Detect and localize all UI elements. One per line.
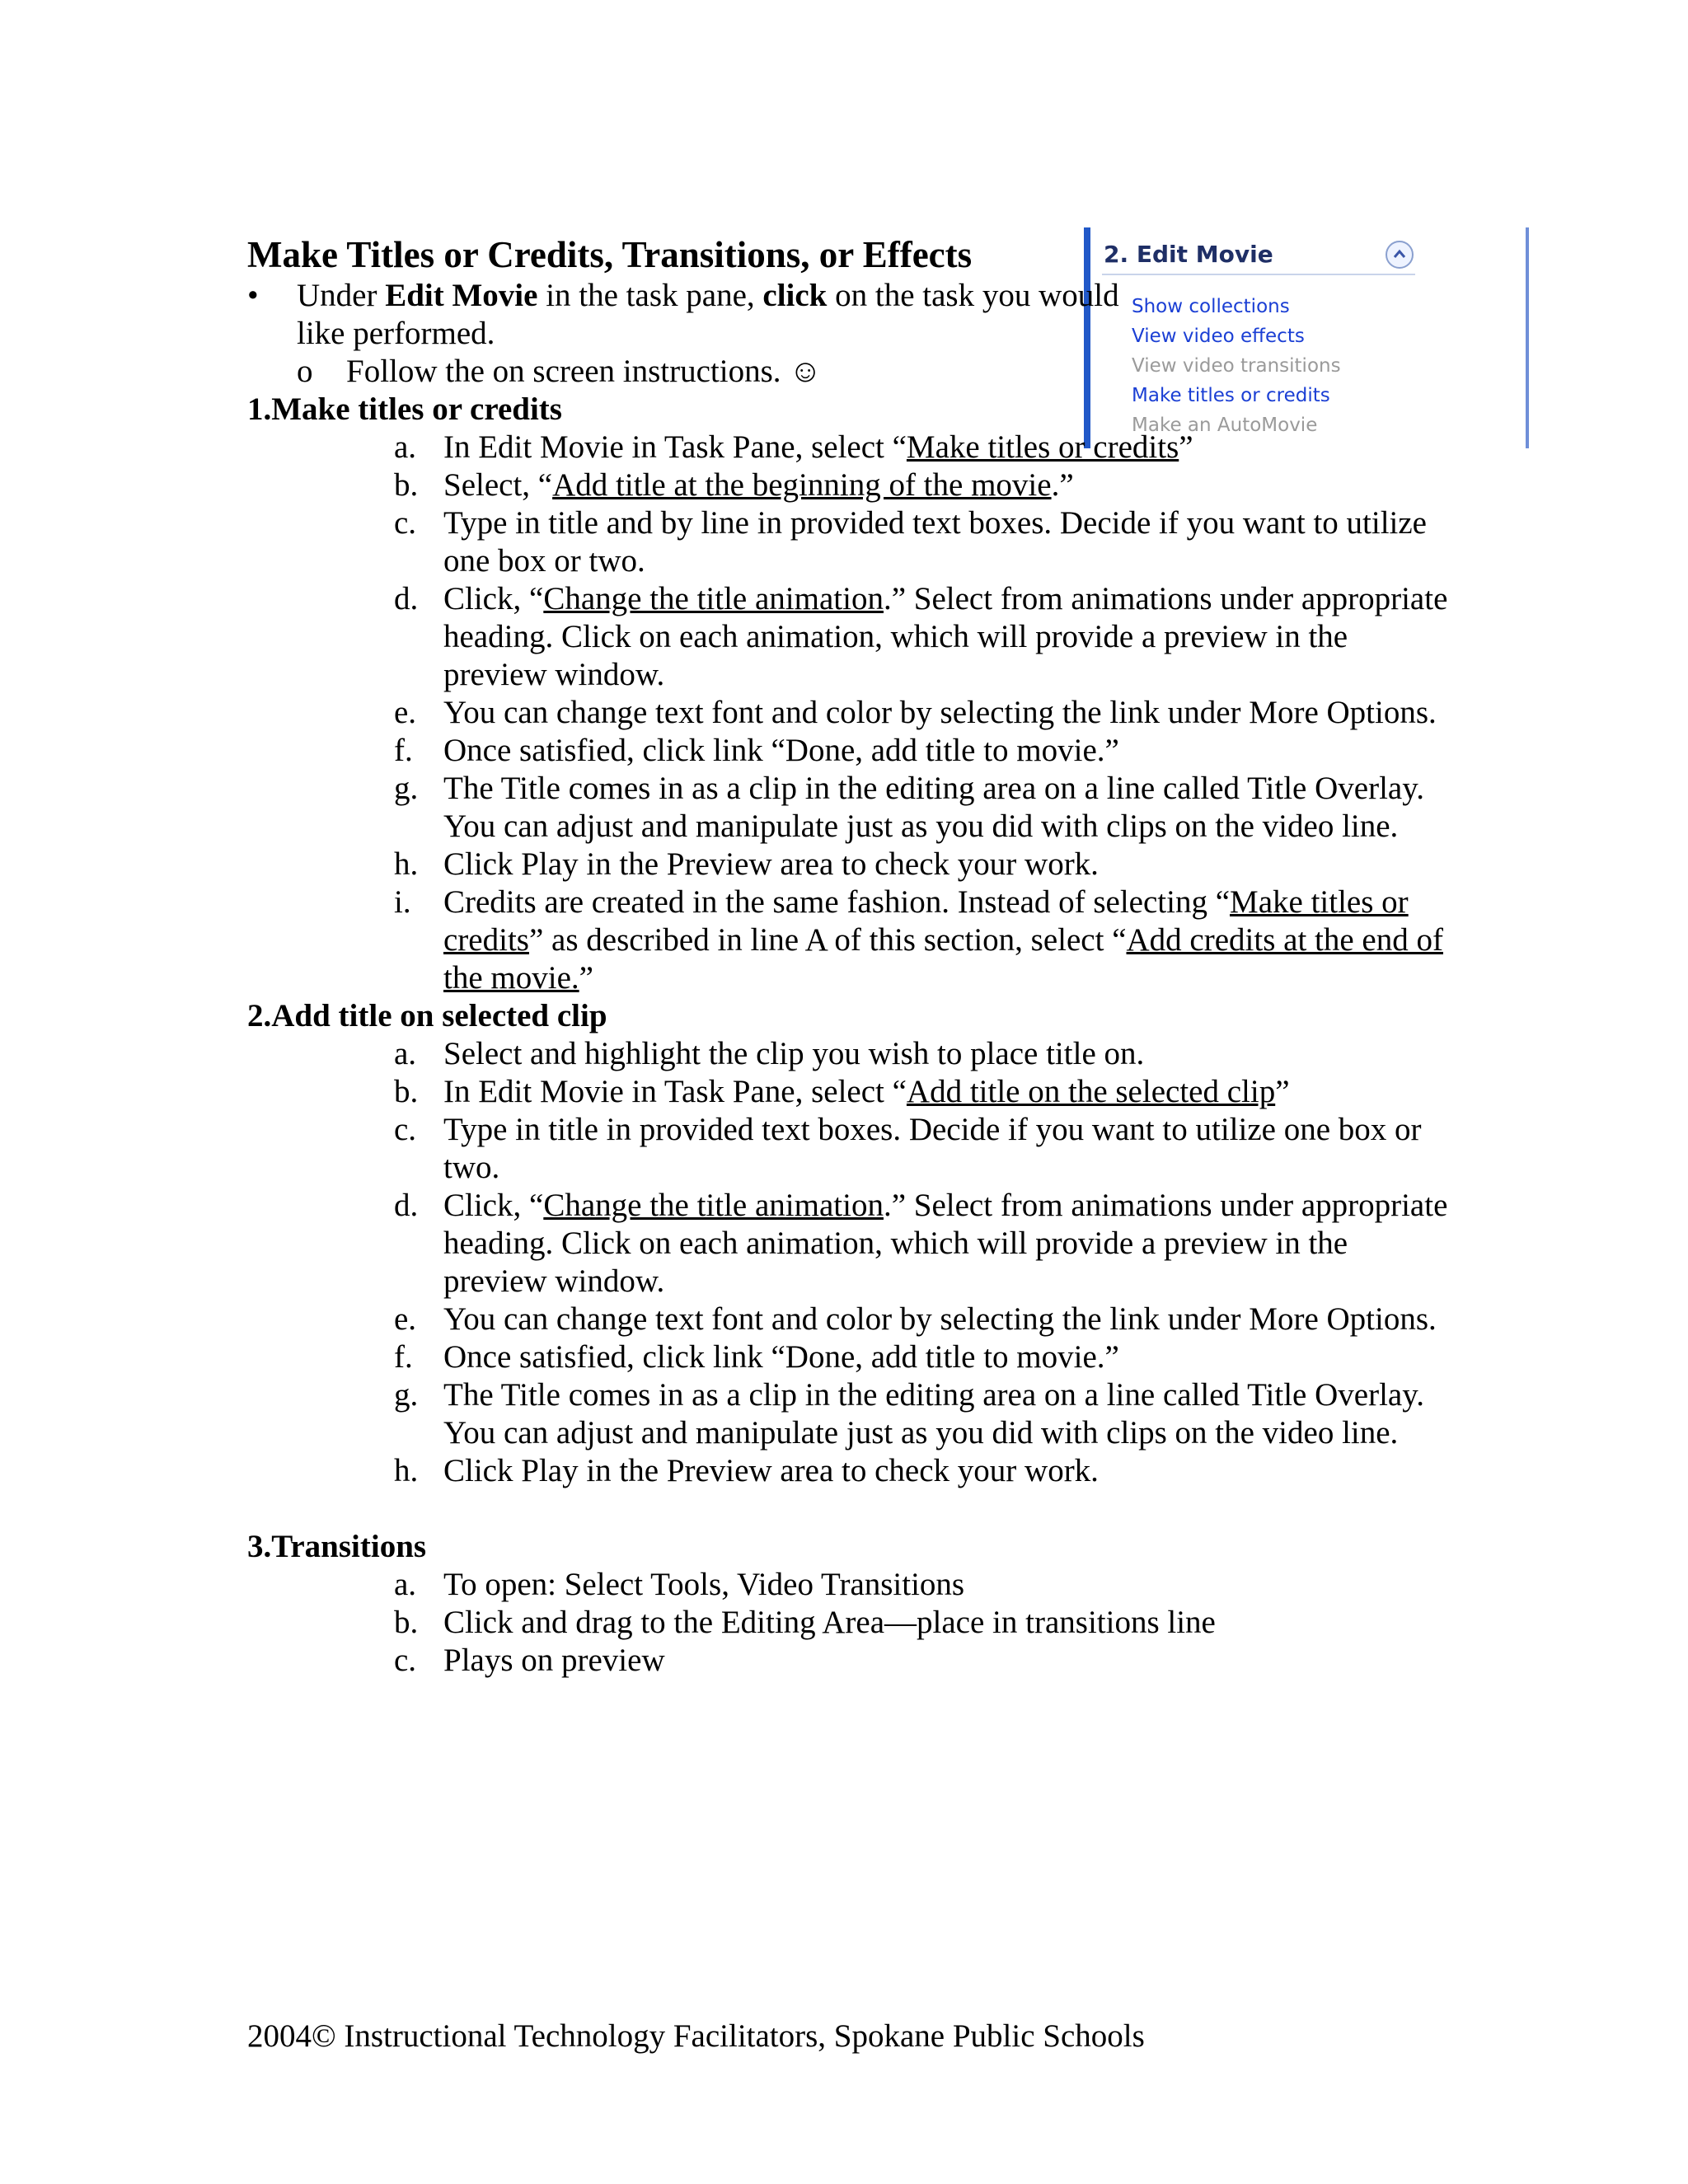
s2-d-end: .” Select from animations under appropriate heading. Click on each animation, which will provide a preview in the preview window. <box>443 1188 1448 1299</box>
s2-a-text: Select and highlight the clip you wish to place title on. <box>443 1036 1145 1071</box>
s3-step-b <box>247 1604 1451 1642</box>
step-letter: g. <box>394 771 419 806</box>
section-3-steps <box>247 1566 1451 1680</box>
s2-step-d <box>247 1187 1451 1301</box>
task-view-video-transitions: View video transitions <box>1132 355 1341 377</box>
s1-i-text: Credits are created in the same fashion. Instead of selecting “ <box>443 884 1231 920</box>
s2-h-text: Click Play in the Preview area to check your work. <box>443 1453 1099 1488</box>
s1-a-link: Make titles or credits <box>906 429 1179 465</box>
s1-e-text: You can change text font and color by selecting the link under More Options. <box>443 695 1437 730</box>
intro-text-1: Under <box>297 278 386 313</box>
task-make-an-automovie: Make an AutoMovie <box>1132 415 1318 436</box>
section-2-heading: 2.Add title on selected clip <box>247 998 607 1033</box>
s1-d-end: .” Select from animations under appropriate heading. Click on each animation, which will provide a preview in the preview window. <box>443 581 1448 692</box>
step-letter: b. <box>394 1605 419 1640</box>
intro-bold-click: click <box>762 278 828 313</box>
intro-sub-text: Follow the on screen instructions. ☺ <box>346 354 823 389</box>
task-pane-header-label: 2. Edit Movie <box>1104 241 1273 268</box>
s1-d-link: Change the title animation <box>543 581 884 616</box>
step-letter: f. <box>394 733 413 768</box>
intro-sub-bullet <box>247 353 1451 391</box>
s1-i-link-1: Make titles or credits <box>443 884 1409 958</box>
section-1-heading: 1.Make titles or credits <box>247 391 562 427</box>
s2-step-f <box>247 1338 1451 1376</box>
s1-step-g <box>247 770 1451 846</box>
s1-step-c <box>247 504 1451 580</box>
s2-b-end: ” <box>1275 1074 1290 1109</box>
s3-c-text: Plays on preview <box>443 1643 665 1678</box>
intro-bullet <box>247 277 1121 353</box>
step-letter: f. <box>394 1339 413 1375</box>
s2-step-h <box>247 1452 1451 1490</box>
s1-a-text: In Edit Movie in Task Pane, select “ <box>443 429 907 465</box>
intro-text-2: in the task pane, <box>537 278 763 313</box>
step-letter: c. <box>394 1643 417 1678</box>
s2-b-text: In Edit Movie in Task Pane, select “ <box>443 1074 907 1109</box>
s1-step-a <box>247 429 1210 466</box>
step-letter: h. <box>394 846 419 882</box>
s1-b-link: Add title at the beginning of the movie <box>552 467 1052 503</box>
s1-step-h <box>247 846 1451 883</box>
s1-step-e <box>247 694 1451 732</box>
s1-step-b <box>247 466 1451 504</box>
s2-d-text: Click, “ <box>443 1188 544 1223</box>
s2-e-text: You can change text font and color by selecting the link under More Options. <box>443 1301 1437 1337</box>
step-letter: e. <box>394 1301 417 1337</box>
s1-i-mid: ” as described in line A of this section, select “ <box>528 922 1127 958</box>
s1-d-text: Click, “ <box>443 581 544 616</box>
page-title: Make Titles or Credits, Transitions, or Effects <box>247 234 973 275</box>
step-letter: a. <box>394 1567 417 1602</box>
task-pane-right-border <box>1526 227 1529 448</box>
intro-text-3: on the task you would like performed. <box>297 278 1119 351</box>
step-letter: c. <box>394 505 417 541</box>
s2-c-text: Type in title in provided text boxes. Decide if you want to utilize one box or two. <box>443 1112 1422 1185</box>
s2-d-link: Change the title animation <box>543 1188 884 1223</box>
s1-g-text: The Title comes in as a clip in the editing area on a line called Title Overlay. You can adjust and manipulate just as you did with clips on the video line. <box>443 771 1424 844</box>
task-show-collections[interactable]: Show collections <box>1132 296 1290 317</box>
s2-f-text: Once satisfied, click link “Done, add title to movie.” <box>443 1339 1119 1375</box>
intro-bold-edit-movie: Edit Movie <box>385 278 538 313</box>
s3-b-text: Click and drag to the Editing Area—place in transitions line <box>443 1605 1216 1640</box>
section-1-steps <box>247 429 1451 997</box>
s1-f-text: Once satisfied, click link “Done, add title to movie.” <box>443 733 1119 768</box>
s2-step-c <box>247 1111 1451 1187</box>
s1-step-i <box>247 883 1451 997</box>
s3-step-a <box>247 1566 1451 1604</box>
step-letter: i. <box>394 884 411 920</box>
s2-step-e <box>247 1301 1451 1338</box>
step-letter: c. <box>394 1112 417 1147</box>
s2-step-a <box>247 1035 1451 1073</box>
s1-i-link-2: Add credits at the end of the movie. <box>443 922 1443 996</box>
s1-step-d <box>247 580 1451 694</box>
s1-b-end: .” <box>1051 467 1074 503</box>
step-letter: g. <box>394 1377 419 1413</box>
bullet-dot-icon: • <box>247 278 259 313</box>
s1-b-text: Select, “ <box>443 467 553 503</box>
step-letter: a. <box>394 1036 417 1071</box>
s2-g-text: The Title comes in as a clip in the editing area on a line called Title Overlay. You can adjust and manipulate just as you did with clips on the video line. <box>443 1377 1424 1451</box>
step-letter: e. <box>394 695 417 730</box>
s1-i-end: ” <box>579 960 593 996</box>
section-3-heading: 3.Transitions <box>247 1529 427 1564</box>
s3-a-text: To open: Select Tools, Video Transitions <box>443 1567 965 1602</box>
s1-a-end: ” <box>1179 429 1193 465</box>
s1-step-f <box>247 732 1451 770</box>
s2-step-b <box>247 1073 1451 1111</box>
step-letter: d. <box>394 581 419 616</box>
section-2-steps <box>247 1035 1451 1490</box>
task-view-video-effects[interactable]: View video effects <box>1132 326 1305 347</box>
step-letter: b. <box>394 467 419 503</box>
task-make-titles-or-credits[interactable]: Make titles or credits <box>1132 385 1330 406</box>
step-letter: a. <box>394 429 417 465</box>
document-body <box>247 232 1451 1680</box>
circle-bullet-icon: o <box>297 354 313 389</box>
step-letter: b. <box>394 1074 419 1109</box>
s2-b-link: Add title on the selected clip <box>906 1074 1276 1109</box>
s1-h-text: Click Play in the Preview area to check your work. <box>443 846 1099 882</box>
s1-c-text: Type in title and by line in provided text boxes. Decide if you want to utilize one box or two. <box>443 505 1427 579</box>
s2-step-g <box>247 1376 1451 1452</box>
s3-step-c <box>247 1642 1451 1680</box>
page-footer: 2004© Instructional Technology Facilitators, Spokane Public Schools <box>247 2018 1145 2054</box>
step-letter: d. <box>394 1188 419 1223</box>
step-letter: h. <box>394 1453 419 1488</box>
